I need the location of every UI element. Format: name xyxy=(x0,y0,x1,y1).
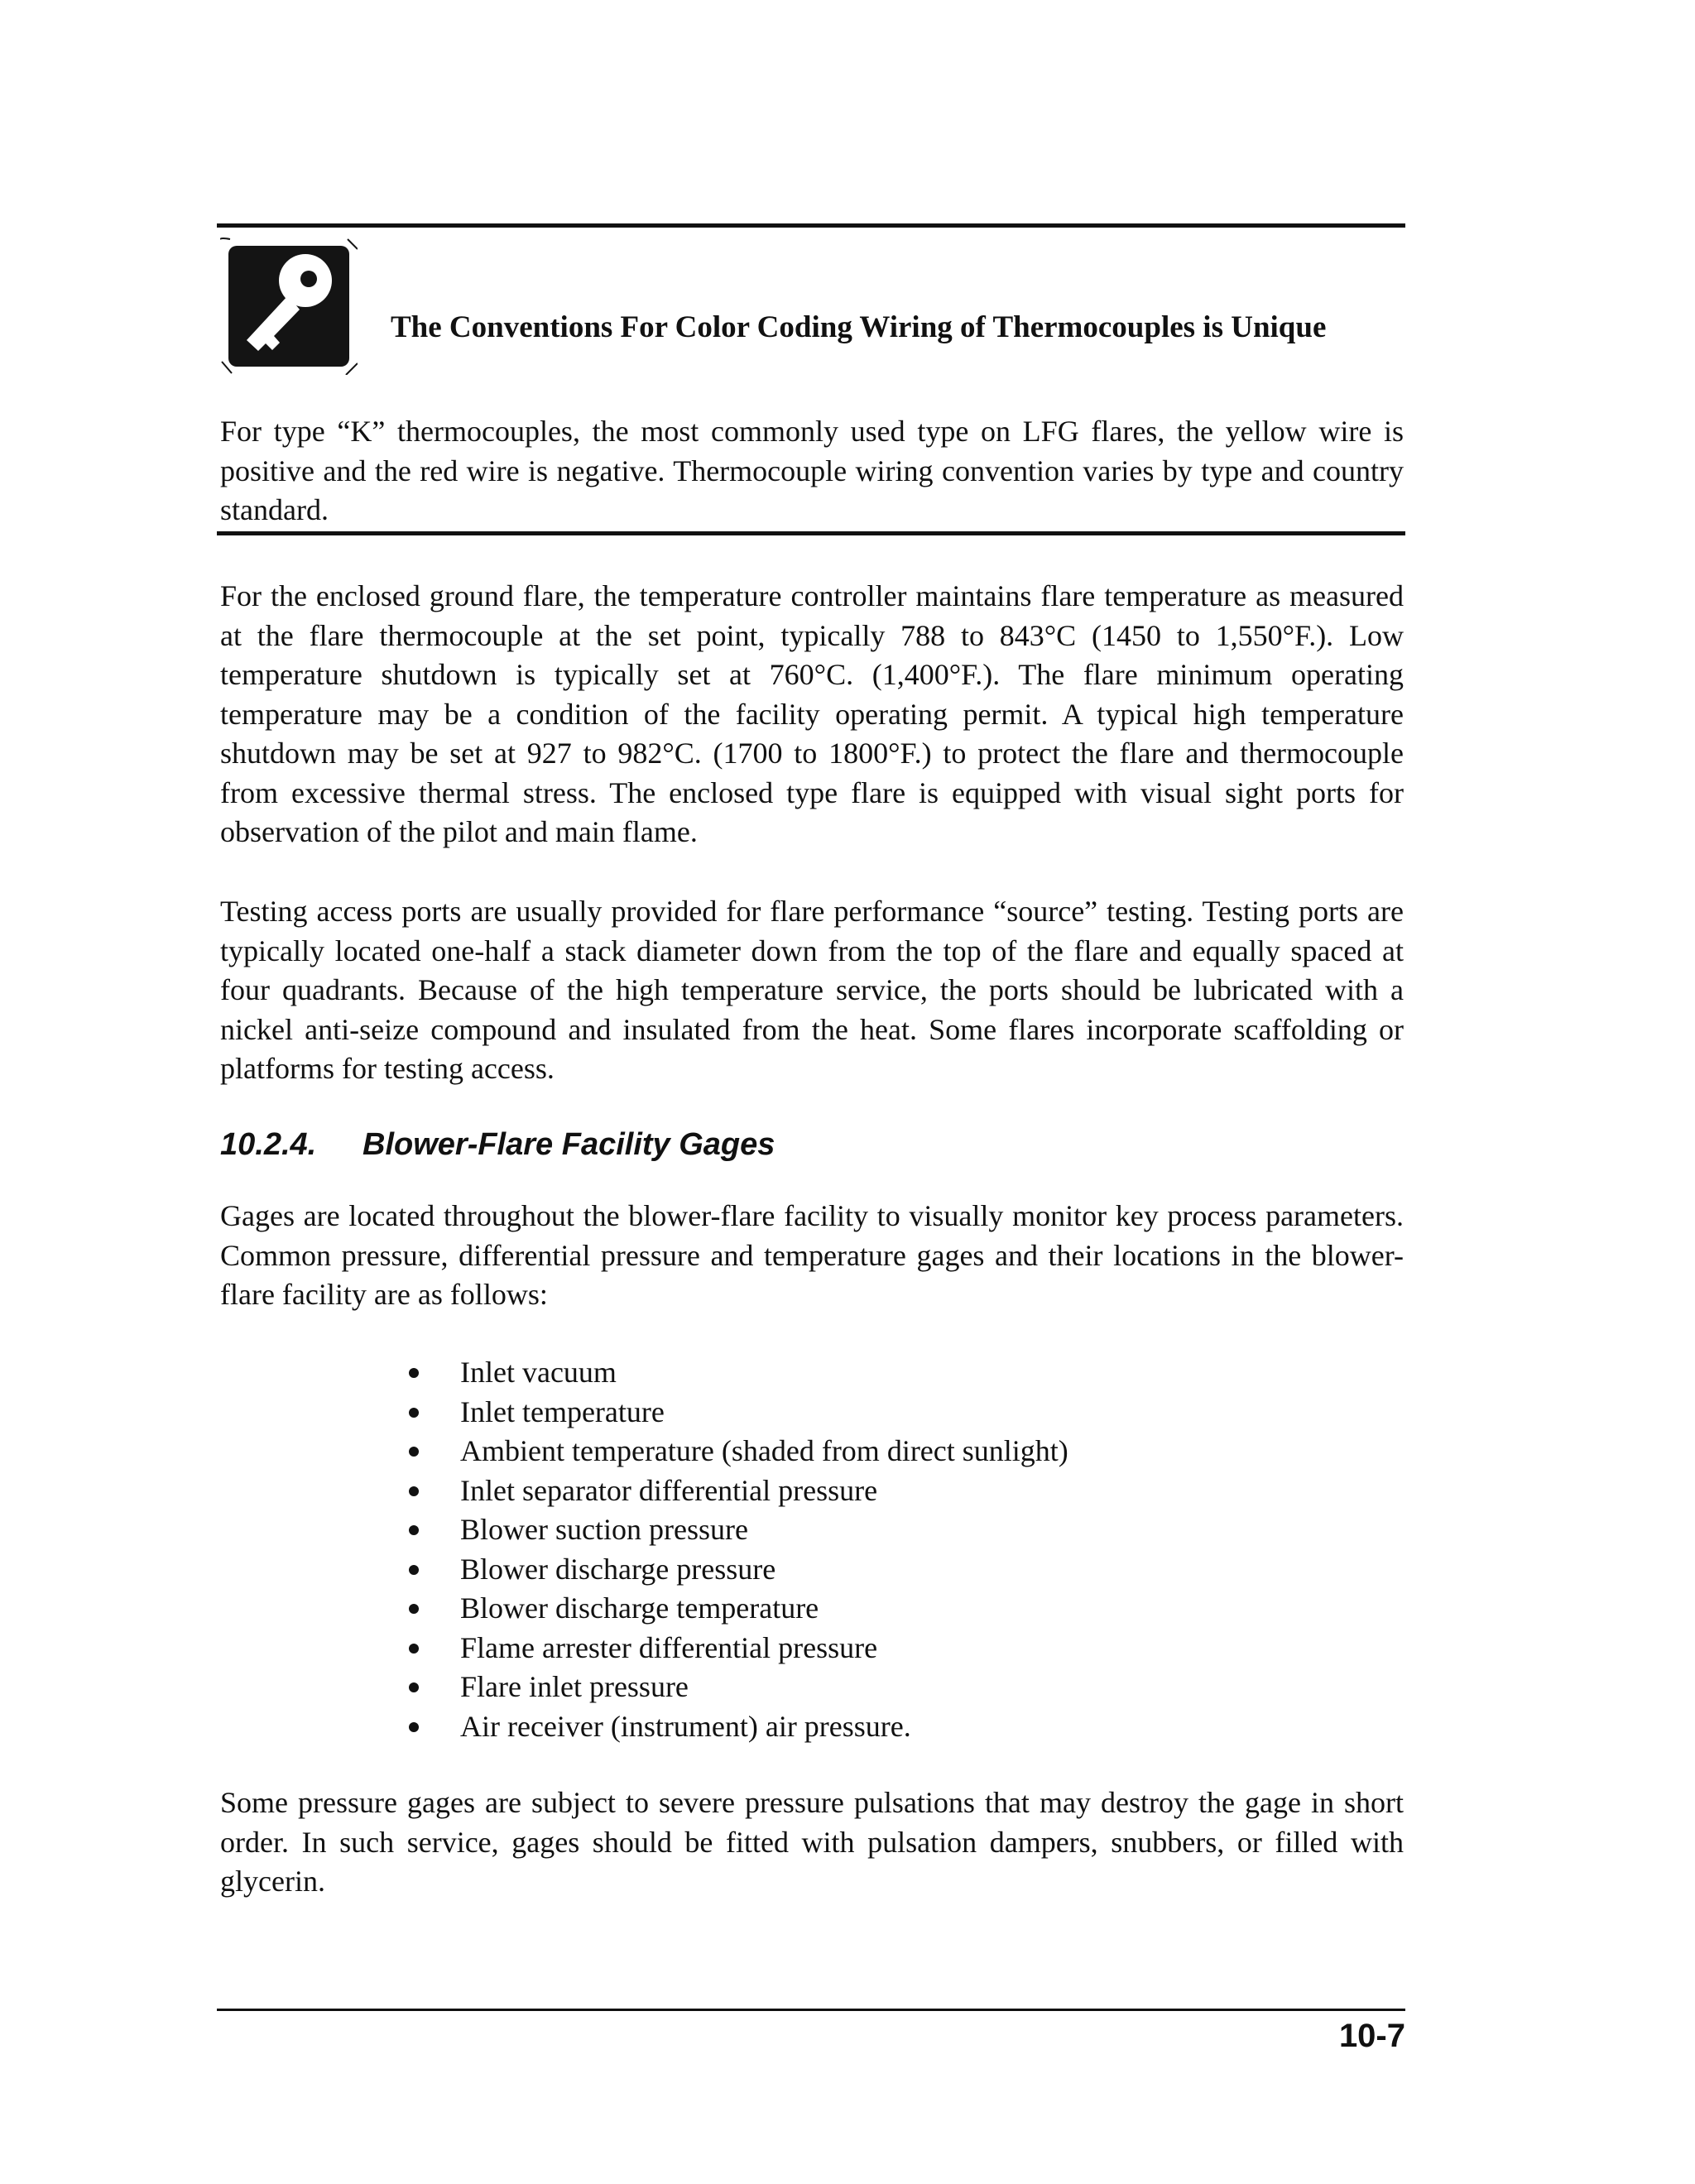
list-item: Inlet temperature xyxy=(406,1393,1068,1433)
closing-paragraph: Some pressure gages are subject to severe pressure pulsations that may destroy the gage in short order. In such service, gages should be fitted with pulsation dampers, snubbers, or filled with glycerin. xyxy=(220,1786,1404,1898)
gage-list xyxy=(406,1353,1068,1746)
list-item: Inlet vacuum xyxy=(406,1353,1068,1393)
bullet-icon xyxy=(409,1486,419,1496)
bullet-icon xyxy=(409,1604,419,1614)
bullet-icon xyxy=(409,1565,419,1575)
list-item: Inlet separator differential pressure xyxy=(406,1471,1068,1511)
list-item: Flare inlet pressure xyxy=(406,1668,1068,1707)
bullet-icon xyxy=(409,1408,419,1418)
note-text: For type “K” thermocouples, the most commonly used type on LFG flares, the yellow wire is positive and the red wire is negative. Thermocouple wiring convention varies by type and country standard. xyxy=(220,415,1404,526)
list-item: Ambient temperature (shaded from direct sunlight) xyxy=(406,1432,1068,1471)
bullet-icon xyxy=(409,1368,419,1378)
bullet-icon xyxy=(409,1447,419,1457)
note-bottom-rule xyxy=(217,531,1405,535)
paragraph-testing-ports: Testing access ports are usually provided for flare performance “source” testing. Testing ports are typically located one-half a stack diameter down from the top of the flare and equally spaced at four quadrants. Because of the high temperature service, the ports should be lubricated with a nickel anti-seize compound and insulated from the heat. Some flares incorporate scaffolding or platforms for testing access. xyxy=(220,895,1404,1085)
key-icon xyxy=(220,238,358,375)
bullet-icon xyxy=(409,1682,419,1692)
bullet-icon xyxy=(409,1525,419,1535)
bullet-icon xyxy=(409,1644,419,1654)
section-intro: Gages are located throughout the blower-flare facility to visually monitor key process parameters. Common pressure, differential pressure and temperature gages and their locations in the blower-flare facility are as follows: xyxy=(220,1199,1404,1311)
section-number: 10.2.4. xyxy=(220,1127,317,1162)
section-title: Blower-Flare Facility Gages xyxy=(363,1127,775,1162)
list-item: Flame arrester differential pressure xyxy=(406,1629,1068,1668)
page-number: 10-7 xyxy=(1338,2018,1405,2054)
paragraph-flare-temperature: For the enclosed ground flare, the temperature controller maintains flare temperature as measured at the flare thermocouple at the set point, typically 788 to 843°C (1450 to 1,550°F.). Low temperature shutdown is typically set at 760°C. (1,400°F.). The flare minimum operating temperature may be a condition of the facility operating permit. A typical high temperature shutdown may be set at 927 to 982°C. (1700 to 1800°F.) to protect the flare and thermocouple from excessive thermal stress. The enclosed type flare is equipped with visual sight ports for observation of the pilot and main flame. xyxy=(220,579,1404,848)
list-item: Blower discharge pressure xyxy=(406,1550,1068,1590)
section-heading xyxy=(220,1126,775,1164)
note-title: The Conventions For Color Coding Wiring of Thermocouples is Unique xyxy=(391,310,1327,344)
bullet-icon xyxy=(409,1722,419,1732)
note-top-rule xyxy=(217,223,1405,228)
footer-rule xyxy=(217,2009,1405,2011)
list-item: Blower discharge temperature xyxy=(406,1589,1068,1629)
list-item: Air receiver (instrument) air pressure. xyxy=(406,1707,1068,1747)
list-item: Blower suction pressure xyxy=(406,1510,1068,1550)
